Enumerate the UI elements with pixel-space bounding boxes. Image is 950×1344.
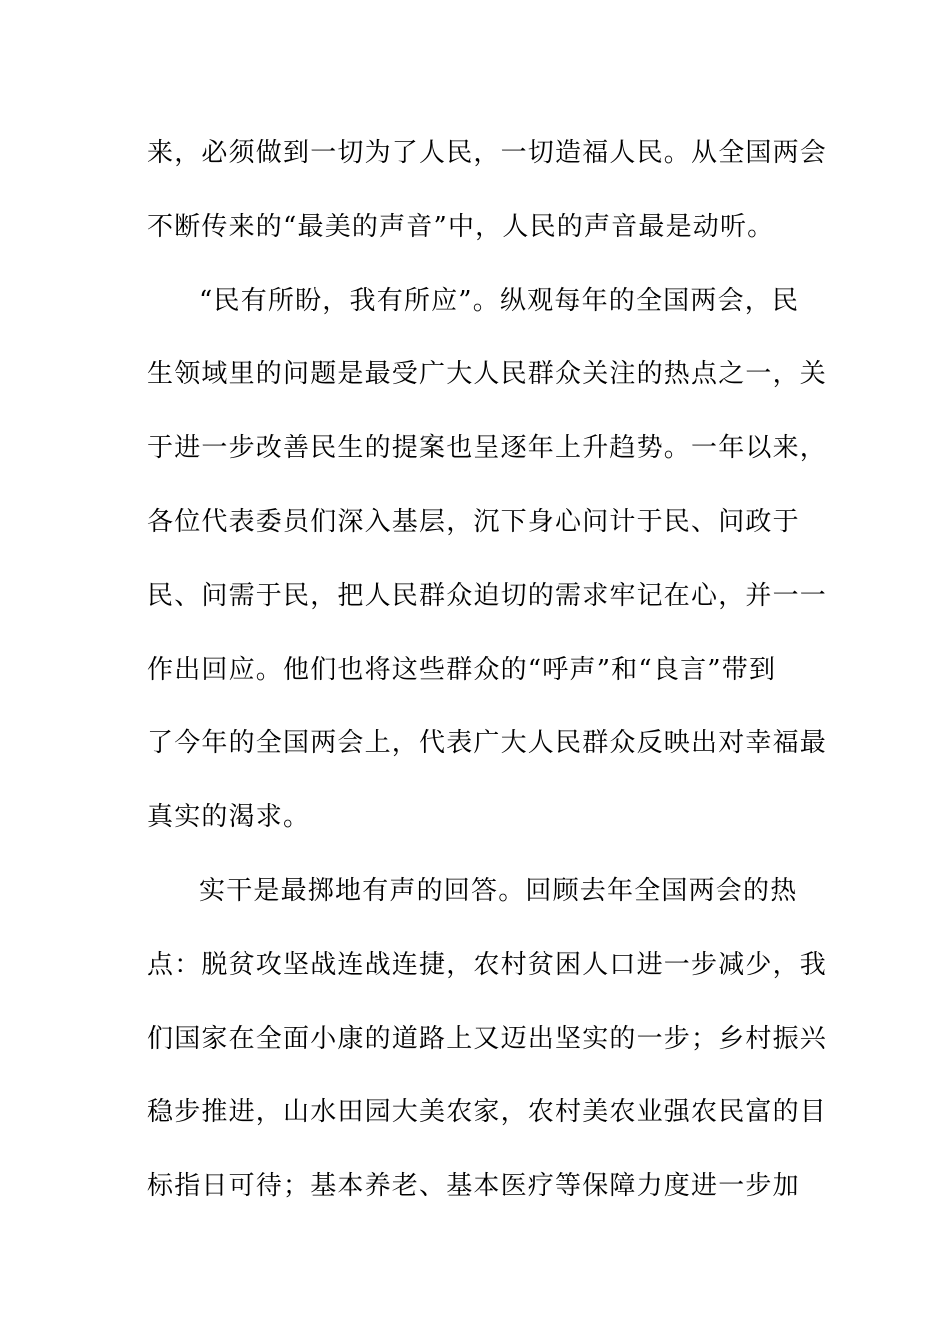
text-line: 真实的渴求。	[147, 802, 311, 833]
text-line: 标指日可待；基本养老、基本医疗等保障力度进一步加	[147, 1171, 800, 1202]
text-line: 稳步推进，山水田园大美农家，农村美农业强农民富的目	[147, 1097, 828, 1128]
text-line: 实干是最掷地有声的回答。回顾去年全国两会的热	[199, 875, 798, 906]
text-line: 来，必须做到一切为了人民，一切造福人民。从全国两会	[147, 138, 828, 168]
text-line: 民、问需于民，把人民群众迫切的需求牢记在心，并一一	[147, 580, 828, 611]
text-line: 作出回应。他们也将这些群众的“呼声”和“良言”带到	[147, 654, 777, 685]
text-line: 不断传来的“最美的声音”中，人民的声音最是动听。	[147, 211, 775, 242]
text-line: 点：脱贫攻坚战连战连捷，农村贫困人口进一步减少，我	[147, 949, 828, 980]
text-line: 们国家在全面小康的道路上又迈出坚实的一步；乡村振兴	[147, 1023, 828, 1054]
text-line: 于进一步改善民生的提案也呈逐年上升趋势。一年以来，	[147, 433, 828, 464]
body-text	[147, 126, 828, 1233]
text-line: 了今年的全国两会上，代表广大人民群众反映出对幸福最	[147, 728, 828, 759]
text-line: “民有所盼，我有所应”。纵观每年的全国两会，民	[199, 285, 800, 316]
text-line: 生领域里的问题是最受广大人民群众关注的热点之一，关	[147, 359, 828, 390]
text-line: 各位代表委员们深入基层，沉下身心问计于民、问政于	[147, 506, 800, 537]
